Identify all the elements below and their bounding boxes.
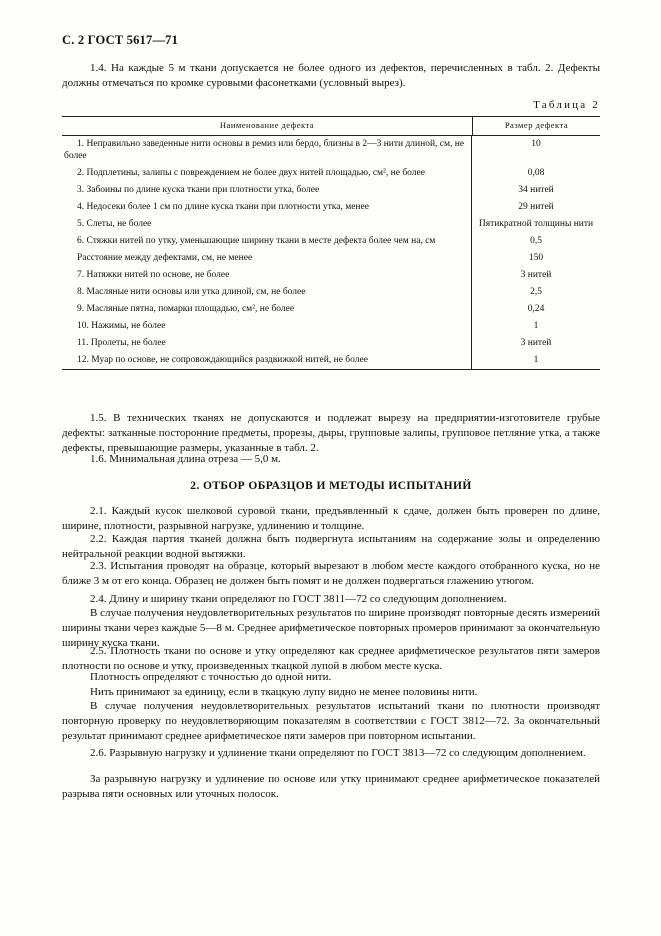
defect-name-cell: 3. Забоины по длине куска ткани при плотности утка, более <box>62 182 472 199</box>
paragraph-2-3: 2.3. Испытания проводят на образце, который вырезают в любом месте каждого отобранного куска, но не ближе 3 м от его конца. Образец не должен быть помят и не должен подвергаться глажению утюгом. <box>62 560 600 587</box>
table-row <box>62 182 600 199</box>
defect-name-cell: 8. Масляные нити основы или утка длиной, см, не более <box>62 284 472 301</box>
defect-name-cell: 1. Неправильно заведенные нити основы в ремиз или бердо, близны в 2—3 нити длиной, см, не более <box>62 136 472 165</box>
paragraph-2-4: 2.4. Длину и ширину ткани определяют по ГОСТ 3811—72 со следующим дополнением. <box>90 593 507 605</box>
defect-name-cell: 10. Нажимы, не более <box>62 318 472 335</box>
defect-size-cell: Пятикратной толщины нити <box>478 219 594 229</box>
defect-size-cell: 34 нитей <box>518 185 554 195</box>
paragraph-1-6: 1.6. Минимальная длина отреза — 5,0 м. <box>90 453 281 465</box>
table-row <box>62 216 600 233</box>
page-header: С. 2 ГОСТ 5617—71 <box>62 33 179 47</box>
defect-size-cell: 150 <box>528 253 544 263</box>
table-header-row <box>62 117 600 136</box>
table-row <box>62 233 600 250</box>
paragraph-2-5-retest: В случае получения неудовлетворительных результатов испытаний ткани по плотности производят повторную проверку по неудовлетворяющим показателям в соответствии с ГОСТ 3812—72. За окончательный результат принимают среднее арифметическое пяти замеров при повторном испытании. <box>62 700 600 742</box>
table-row <box>62 250 600 267</box>
paragraph-1-5: 1.5. В технических тканях не допускаются и подлежат вырезу на предприятии-изготовителе грубые дефекты: затканные посторонние предметы, прорезы, дыры, групповые залипы, групповое петляние утка, а также дефекты, превышающие размеры, указанные в табл. 2. <box>62 412 600 454</box>
table-row <box>62 267 600 284</box>
section-title: 2. ОТБОР ОБРАЗЦОВ И МЕТОДЫ ИСПЫТАНИЙ <box>190 480 472 492</box>
paragraph-2-4-continued: В случае получения неудовлетворительных результатов по ширине производят повторные десять измерений ширины ткани через каждые 5—8 м. Среднее арифметическое повторных промеров принимают за окончательную ширину куска ткани. <box>62 607 600 649</box>
table-row <box>62 318 600 335</box>
paragraph-2-5-thread-unit: Нить принимают за единицу, если в ткацкую лупу видно не менее половины нити. <box>90 686 478 698</box>
table-row <box>62 335 600 352</box>
column-header-name: Наименование дефекта <box>62 117 473 135</box>
table-row <box>62 199 600 216</box>
defect-size-cell: 29 нитей <box>518 202 554 212</box>
paragraph-2-2: 2.2. Каждая партия тканей должна быть подвергнута испытаниям на содержание золы и определению нейтральной реакции водной вытяжки. <box>62 533 600 560</box>
defect-size-cell: 1 <box>533 355 539 365</box>
paragraph-2-5-precision: Плотность определяют с точностью до одной нити. <box>90 671 332 683</box>
defect-name-cell: Расстояние между дефектами, см, не менее <box>62 250 472 267</box>
table-body <box>62 136 600 369</box>
table-row <box>62 165 600 182</box>
paragraph-2-1: 2.1. Каждый кусок шелковой суровой ткани, предъявленный к сдаче, должен быть проверен по длине, ширине, плотности, разрывной нагрузке, удлинению и толщине. <box>62 505 600 532</box>
defect-size-cell: 2,5 <box>530 287 542 297</box>
defect-name-cell: 9. Масляные пятна, помарки площадью, см², не более <box>62 301 472 318</box>
defect-size-cell: 1 <box>533 321 539 331</box>
defect-size-cell: 0,5 <box>530 236 542 246</box>
defect-name-cell: 6. Стяжки нитей по утку, уменьшающие ширину ткани в месте дефекта более чем на, см <box>62 233 472 250</box>
defect-size-cell: 10 <box>531 139 541 149</box>
table-row <box>62 136 600 165</box>
defect-size-cell: 3 нитей <box>520 270 552 280</box>
paragraph-2-5: 2.5. Плотность ткани по основе и утку определяют как среднее арифметическое результатов пяти замеров плотности по основе и утку, произведенных ткацкой лупой в любом месте куска. <box>62 645 600 672</box>
defect-size-cell: 0,08 <box>527 168 545 178</box>
defect-name-cell: 7. Натяжки нитей по основе, не более <box>62 267 472 284</box>
defect-name-cell: 11. Пролеты, не более <box>62 335 472 352</box>
column-header-size: Размер дефекта <box>504 120 569 130</box>
table-row <box>62 284 600 301</box>
paragraph-2-6-continued: За разрывную нагрузку и удлинение по основе или утку принимают среднее арифметическое показателей разрыва пяти основных или уточных полосок. <box>62 773 600 800</box>
defects-table <box>62 116 600 370</box>
table-row <box>62 301 600 318</box>
defect-size-cell: 0,24 <box>527 304 545 314</box>
paragraph-2-6: 2.6. Разрывную нагрузку и удлинение ткани определяют по ГОСТ 3813—72 со следующим дополнением. <box>90 747 586 759</box>
table-row <box>62 352 600 369</box>
defect-name-cell: 12. Муар по основе, не сопровождающийся раздвижкой нитей, не более <box>62 352 472 369</box>
defect-size-cell: 3 нитей <box>520 338 552 348</box>
defect-name-cell: 4. Недосеки более 1 см по длине куска ткани при плотности утка, менее <box>62 199 472 216</box>
paragraph-1-4: 1.4. На каждые 5 м ткани допускается не более одного из дефектов, перечисленных в табл. 2. Дефекты должны отмечаться по кромке суровыми фасонетками (условный вырез). <box>62 62 600 89</box>
defect-name-cell: 2. Подплетины, залипы с повреждением не более двух нитей площадью, см², не более <box>62 165 472 182</box>
table-label: Таблица 2 <box>533 99 600 111</box>
defect-name-cell: 5. Слеты, не более <box>62 216 472 233</box>
